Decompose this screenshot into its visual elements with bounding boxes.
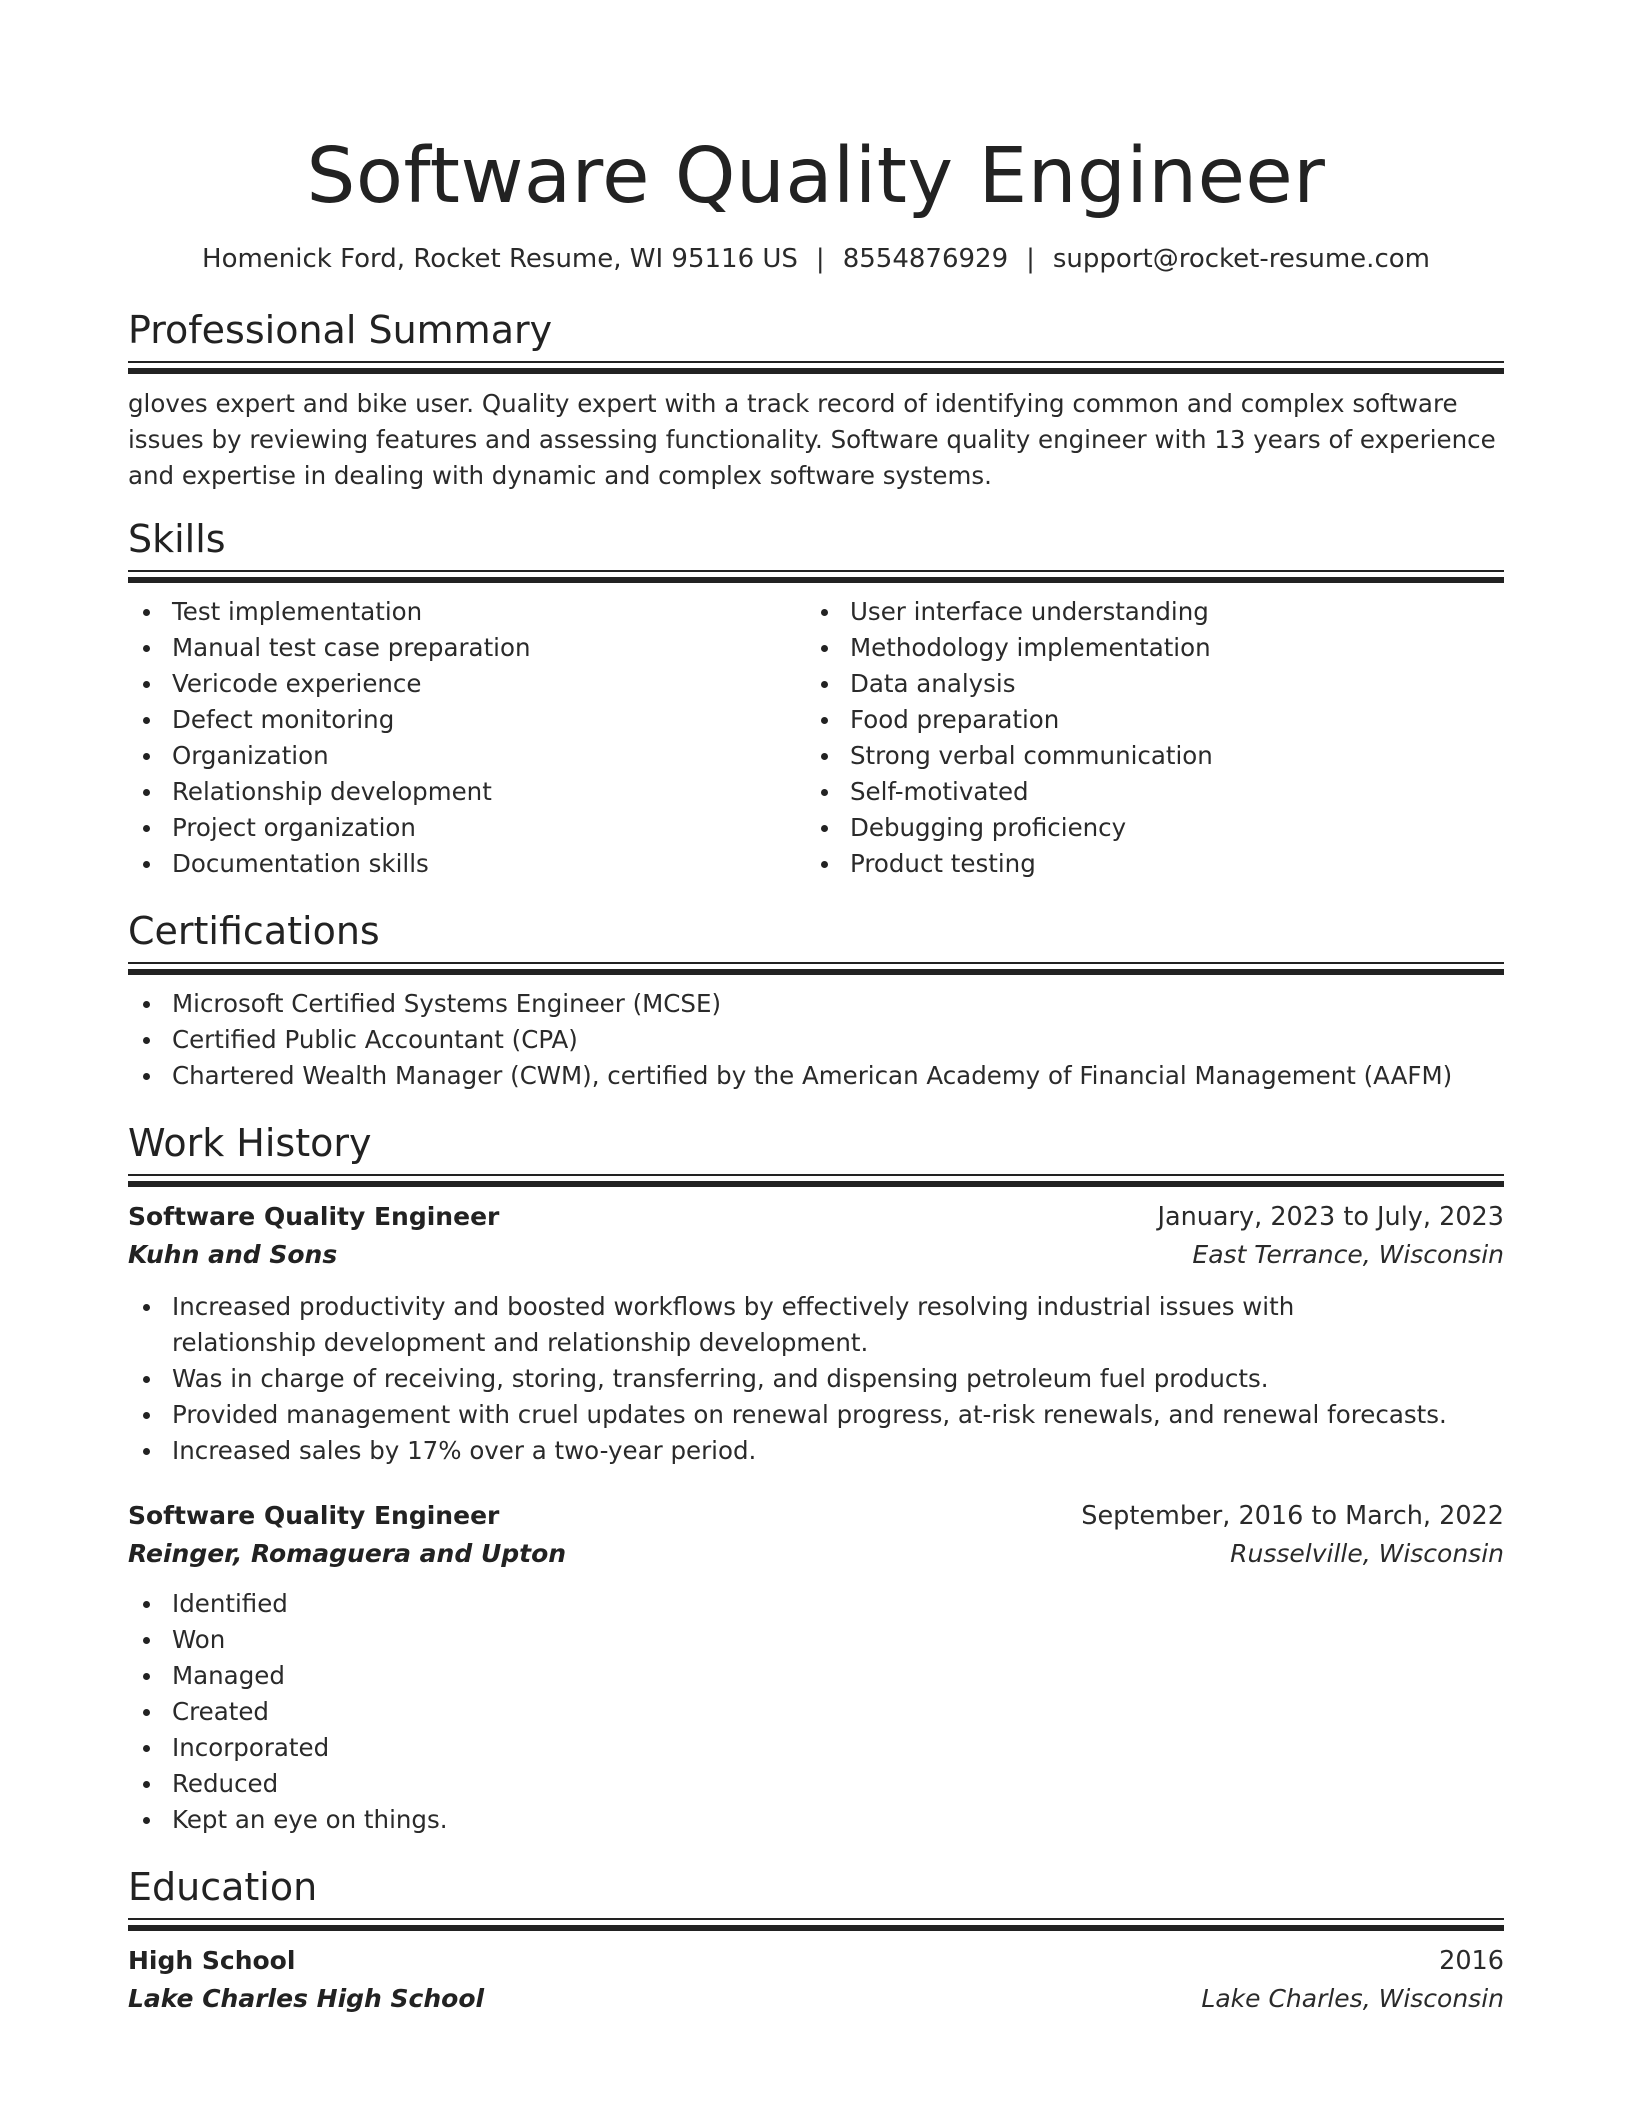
skill-item: Food preparation: [806, 702, 1484, 738]
certification-item: Certified Public Accountant (CPA): [128, 1022, 1504, 1058]
job-bullet: Reduced: [128, 1766, 1504, 1802]
skill-item: Relationship development: [128, 774, 806, 810]
education-heading: Education: [128, 1865, 318, 1909]
skills-heading: Skills: [128, 517, 226, 561]
skill-item: Strong verbal communication: [806, 738, 1484, 774]
summary-text: gloves expert and bike user. Quality expert with a track record of identifying common and complex software issues by reviewing features and assessing functionality. Software quality engineer with 13 years of experience and expertise in dealing with dynamic and complex software systems.: [128, 389, 1496, 490]
certifications-list: [128, 986, 1504, 1094]
job-header-row: [128, 1198, 1504, 1236]
education-school-row: [128, 1980, 1504, 2018]
certification-item: Microsoft Certified Systems Engineer (MCSE): [128, 986, 1504, 1022]
job-bullet: Identified: [128, 1586, 1504, 1622]
contact-separator: |: [815, 244, 825, 274]
job-dates: January, 2023 to July, 2023: [1157, 1202, 1504, 1232]
job-entry: [128, 1198, 1504, 1469]
skill-item: Vericode experience: [128, 666, 806, 702]
skill-item: Data analysis: [806, 666, 1484, 702]
skills-section: [128, 514, 1504, 882]
skill-item: User interface understanding: [806, 594, 1484, 630]
education-location: Lake Charles, Wisconsin: [1201, 1984, 1504, 2013]
contact-email[interactable]: support@rocket-resume.com: [1052, 244, 1430, 274]
section-divider: [128, 1918, 1504, 1932]
job-company: Kuhn and Sons: [128, 1240, 338, 1269]
job-bullets: [128, 1289, 1504, 1469]
education-header-row: [128, 1942, 1504, 1980]
skills-list-left: [128, 594, 806, 882]
job-bullet: Increased productivity and boosted workflows by effectively resolving industrial issues with relationship development and relationship development.: [128, 1289, 1504, 1361]
skills-grid: [128, 594, 1504, 882]
job-location: Russelville, Wisconsin: [1230, 1539, 1504, 1568]
skill-item: Debugging proficiency: [806, 810, 1484, 846]
job-entry: [128, 1497, 1504, 1838]
skill-item: Product testing: [806, 846, 1484, 882]
summary-section: [128, 305, 1504, 494]
certifications-heading: Certifications: [128, 909, 380, 953]
resume-page: [128, 0, 1504, 2018]
work-history-section: [128, 1118, 1504, 1838]
skill-item: Test implementation: [128, 594, 806, 630]
education-school: Lake Charles High School: [128, 1984, 485, 2013]
work-history-heading: Work History: [128, 1121, 372, 1165]
job-company: Reinger, Romaguera and Upton: [128, 1539, 567, 1568]
certification-item: Chartered Wealth Manager (CWM), certified by the American Academy of Financial Management (AAFM): [128, 1058, 1504, 1094]
job-bullet: Provided management with cruel updates on renewal progress, at-risk renewals, and renewal forecasts.: [128, 1397, 1504, 1433]
job-dates: September, 2016 to March, 2022: [1081, 1501, 1504, 1531]
contact-separator: |: [1026, 244, 1035, 274]
job-company-row: [128, 1236, 1504, 1274]
job-company-row: [128, 1535, 1504, 1573]
job-bullet: Managed: [128, 1658, 1504, 1694]
section-divider: [128, 962, 1504, 976]
section-divider: [128, 570, 1504, 584]
job-title: Software Quality Engineer: [128, 1202, 500, 1231]
contact-line: [128, 241, 1504, 277]
summary-heading: Professional Summary: [128, 308, 553, 352]
skill-item: Defect monitoring: [128, 702, 806, 738]
skill-item: Self-motivated: [806, 774, 1484, 810]
education-year: 2016: [1439, 1946, 1504, 1976]
job-bullet: Increased sales by 17% over a two-year period.: [128, 1433, 1504, 1469]
skill-item: Project organization: [128, 810, 806, 846]
certifications-section: [128, 906, 1504, 1094]
job-bullet: Was in charge of receiving, storing, transferring, and dispensing petroleum fuel products.: [128, 1361, 1504, 1397]
job-location: East Terrance, Wisconsin: [1192, 1240, 1504, 1269]
skills-list-right: [806, 594, 1484, 882]
skill-item: Manual test case preparation: [128, 630, 806, 666]
skill-item: Documentation skills: [128, 846, 806, 882]
job-bullet: Kept an eye on things.: [128, 1802, 1504, 1838]
education-section: [128, 1862, 1504, 2018]
skill-item: Organization: [128, 738, 806, 774]
job-bullet: Incorporated: [128, 1730, 1504, 1766]
job-bullet: Created: [128, 1694, 1504, 1730]
contact-phone: 8554876929: [842, 244, 1009, 274]
section-divider: [128, 361, 1504, 375]
section-divider: [128, 1174, 1504, 1188]
skill-item: Methodology implementation: [806, 630, 1484, 666]
job-header-row: [128, 1497, 1504, 1535]
resume-title: Software Quality Engineer: [306, 132, 1326, 221]
contact-address: Homenick Ford, Rocket Resume, WI 95116 US: [202, 244, 798, 274]
education-degree: High School: [128, 1946, 296, 1975]
job-bullets: [128, 1586, 1504, 1838]
education-entry: [128, 1942, 1504, 2018]
job-bullet: Won: [128, 1622, 1504, 1658]
job-title: Software Quality Engineer: [128, 1501, 500, 1530]
